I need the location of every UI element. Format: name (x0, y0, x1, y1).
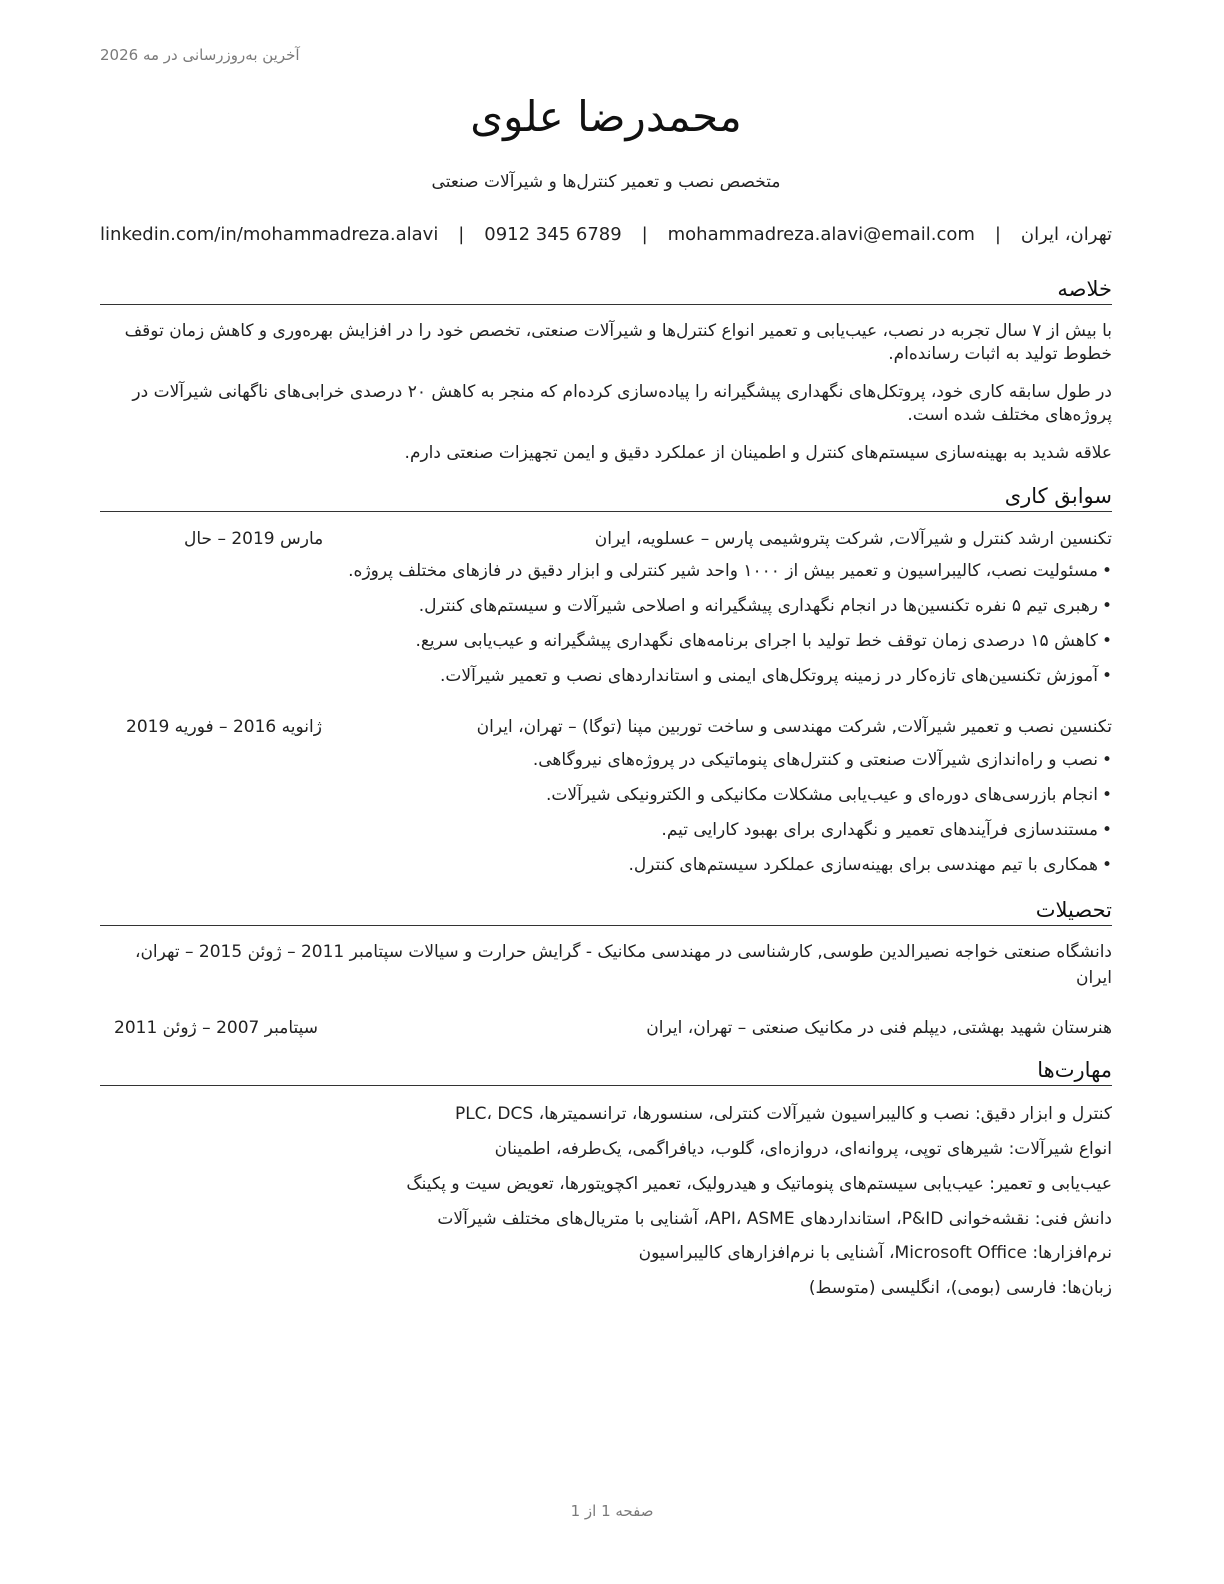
job-title: تکنسین نصب و تعمیر شیرآلات, شرکت مهندسی و ساخت توربین مپنا (توگا) – تهران، ایران (476, 717, 1112, 737)
contact-separator: | (641, 224, 648, 245)
contact-linkedin[interactable]: linkedin.com/in/mohammadreza.alavi (100, 224, 439, 245)
summary-paragraph: علاقه شدید به بهینه‌سازی سیستم‌های کنترل و اطمینان از عملکرد دقیق و ایمن تجهیزات صنعتی دارم. (404, 443, 1112, 463)
job-bullet: •کاهش ۱۵ درصدی زمان توقف خط تولید با اجرای برنامه‌های نگهداری پیشگیرانه و عیب‌یابی سریع. (415, 631, 1112, 651)
contact-separator: | (458, 224, 465, 245)
summary-paragraph: با بیش از ۷ سال تجربه در نصب، عیب‌یابی و تعمیر انواع کنترل‌ها و شیرآلات صنعتی، تخصص خود را در افزایش بهره‌وری و کاهش زمان توقف خطوط تولید به اثبات رسانده‌ام. (124, 321, 1112, 364)
education-dates: سپتامبر 2007 – ژوئن 2011 (114, 1018, 319, 1038)
last-updated-note: آخرین به‌روزرسانی در مه 2026 (100, 46, 300, 64)
job-dates: ژانویه 2016 – فوریه 2019 (126, 717, 322, 737)
summary-paragraph: در طول سابقه کاری خود، پروتکل‌های نگهداری پیشگیرانه را پیاده‌سازی کرده‌ام که منجر به کاهش ۲۰ درصدی خرابی‌های ناگهانی شیرآلات در پروژه‌های مختلف شده است. (132, 382, 1112, 425)
job-bullet: •مسئولیت نصب، کالیبراسیون و تعمیر بیش از ۱۰۰۰ واحد شیر کنترلی و ابزار دقیق در فازهای مختلف پروژه. (348, 561, 1112, 581)
skill-item: کنترل و ابزار دقیق: نصب و کالیبراسیون شیرآلات کنترلی، سنسورها، ترانسمیترها، PLC، DCS (454, 1104, 1112, 1124)
bullet-icon: • (1101, 666, 1112, 686)
candidate-headline: متخصص نصب و تعمیر کنترل‌ها و شیرآلات صنعتی (431, 172, 781, 192)
bullet-icon: • (1101, 596, 1112, 616)
job-bullet: •نصب و راه‌اندازی شیرآلات صنعتی و کنترل‌های پنوماتیکی در پروژه‌های نیروگاهی. (532, 750, 1112, 770)
skill-item: دانش فنی: نقشه‌خوانی P&ID، استانداردهای API، ASME، آشنایی با متریال‌های مختلف شیرآلات (437, 1209, 1112, 1229)
skill-item: انواع شیرآلات: شیرهای توپی، پروانه‌ای، دروازه‌ای، گلوب، دیافراگمی، یک‌طرفه، اطمینان (494, 1139, 1112, 1159)
resume-page (100, 0, 1112, 1584)
job-bullet: •آموزش تکنسین‌های تازه‌کار در زمینه پروتکل‌های ایمنی و استانداردهای نصب و تعمیر شیرآلات. (439, 666, 1112, 686)
bullet-icon: • (1101, 820, 1112, 840)
section-title-experience: سوابق کاری (100, 483, 1112, 512)
education-item: دانشگاه صنعتی خواجه نصیرالدین طوسی, کارشناسی در مهندسی مکانیک - گرایش حرارت و سیالات سپتامبر 2011 – ژوئن 2015 – تهران، ایران (134, 942, 1112, 988)
contact-email[interactable]: mohammadreza.alavi@email.com (667, 224, 975, 245)
bullet-icon: • (1101, 785, 1112, 805)
bullet-icon: • (1101, 561, 1112, 581)
section-title-skills: مهارت‌ها (100, 1057, 1112, 1086)
skill-item: عیب‌یابی و تعمیر: عیب‌یابی سیستم‌های پنوماتیک و هیدرولیک، تعمیر اکچویتورها، تعویض سیت و پکینگ (406, 1174, 1112, 1194)
job-bullet: •همکاری با تیم مهندسی برای بهینه‌سازی عملکرد سیستم‌های کنترل. (628, 855, 1112, 875)
job-bullet: •مستندسازی فرآیندهای تعمیر و نگهداری برای بهبود کارایی تیم. (661, 820, 1112, 840)
job-bullet: •رهبری تیم ۵ نفره تکنسین‌ها در انجام نگهداری پیشگیرانه و اصلاحی شیرآلات و سیستم‌های کنترل. (418, 596, 1112, 616)
contact-separator: | (994, 224, 1001, 245)
page-number: صفحه 1 از 1 (570, 1502, 654, 1520)
skill-item: زبان‌ها: فارسی (بومی)، انگلیسی (متوسط) (808, 1278, 1112, 1298)
bullet-icon: • (1101, 631, 1112, 651)
candidate-name: محمدرضا علوی (470, 92, 742, 141)
contact-line (100, 224, 1112, 245)
job-title: تکنسین ارشد کنترل و شیرآلات, شرکت پتروشیمی پارس – عسلویه، ایران (594, 529, 1112, 549)
section-title-education: تحصیلات (100, 897, 1112, 926)
skill-item: نرم‌افزارها: Microsoft Office، آشنایی با نرم‌افزارهای کالیبراسیون (638, 1243, 1112, 1263)
bullet-icon: • (1101, 855, 1112, 875)
contact-location: تهران، ایران (1020, 224, 1112, 245)
education-school: هنرستان شهید بهشتی, دیپلم فنی در مکانیک صنعتی – تهران، ایران (646, 1018, 1112, 1038)
bullet-icon: • (1101, 750, 1112, 770)
contact-phone[interactable]: 0912 345 6789 (484, 224, 622, 245)
section-title-summary: خلاصه (100, 276, 1112, 305)
job-bullet: •انجام بازرسی‌های دوره‌ای و عیب‌یابی مشکلات مکانیکی و الکترونیکی شیرآلات. (546, 785, 1112, 805)
job-dates: مارس 2019 – حال (184, 529, 324, 549)
